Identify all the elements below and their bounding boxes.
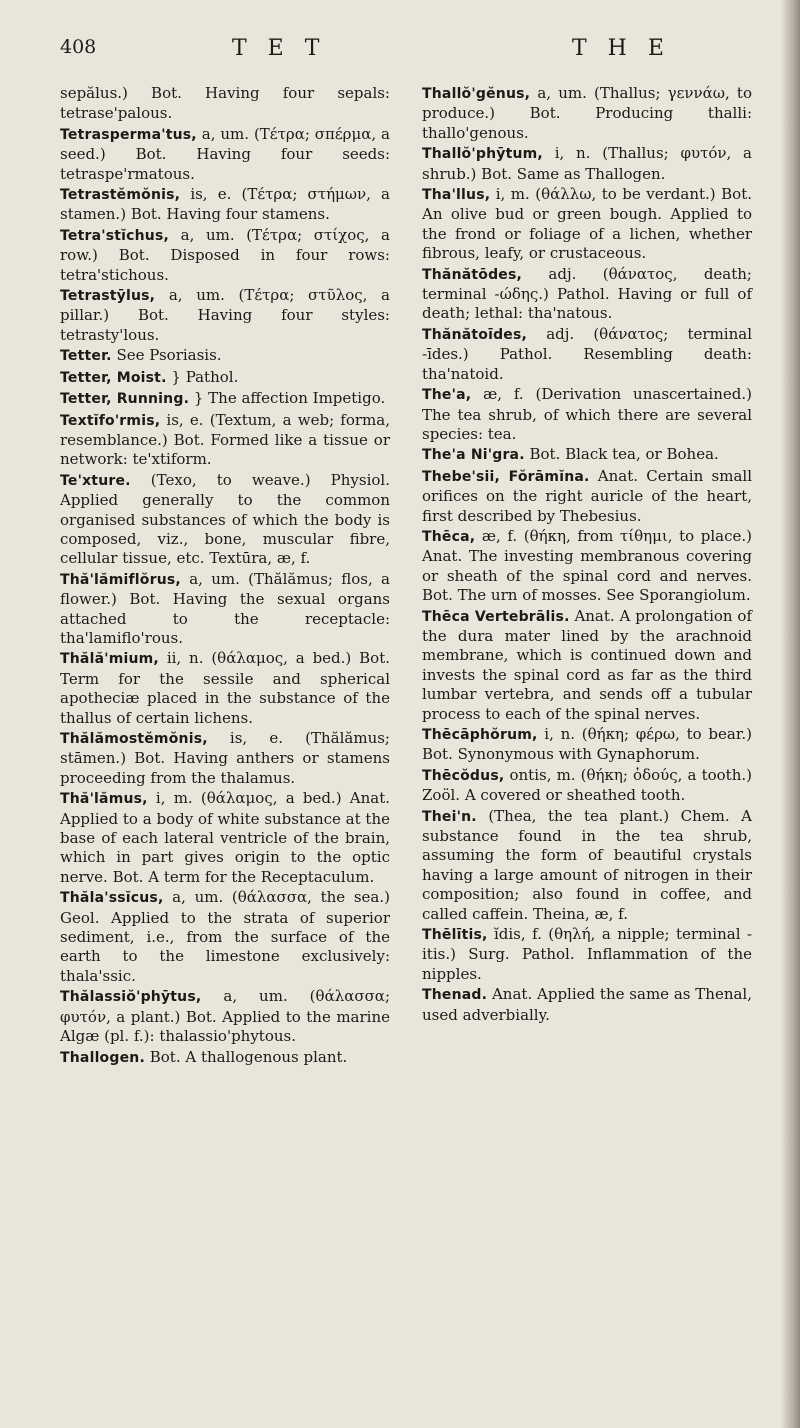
entry-definition: ii, n. (θάλαμος, a bed.) Bot. Term for the sessile and spherical apotheciæ placed in the substance of the thallus of certain lichens.	[60, 649, 390, 727]
entry-headword: Thăla'ssĭcus,	[60, 890, 164, 907]
entry-headword: Thallŏ'gĕnus,	[422, 86, 531, 102]
entry-definition: ontis, m. (θήκη; ὀδούς, a tooth.) Zoöl. A covered or sheathed tooth.	[422, 765, 752, 805]
entry-definition: is, e. (Thălămus; stāmen.) Bot. Having anthers or stamens proceeding from the thalamus.	[60, 729, 390, 787]
dictionary-entry	[60, 1048, 390, 1068]
entry-definition: is, e. (Textum, a web; forma, resemblance.) Bot. Formed like a tissue or network: te'xtiform.	[60, 410, 390, 469]
entry-definition: a, um. (Τέτρα; σπέρμα, a seed.) Bot. Having four seeds: tetraspe'rmatous.	[60, 124, 390, 183]
entry-definition: a, um. (Τέτρα; στίχος, a row.) Bot. Disposed in four rows: tetra'stichous.	[60, 225, 390, 284]
entry-headword: Thēca Vertebrālis.	[422, 608, 570, 625]
entry-headword: Thălassiŏ'phȳtus,	[60, 989, 202, 1006]
dictionary-entry	[422, 925, 752, 984]
right-column	[422, 84, 752, 1026]
dictionary-entry	[60, 411, 390, 470]
entry-headword: Thănătōdes,	[422, 266, 523, 283]
page-header	[60, 36, 760, 66]
entry-definition: a, um. (Thallus; γεννάω, to produce.) Bot. Producing thalli: thallo'genous.	[422, 84, 752, 142]
dictionary-entry	[60, 84, 390, 124]
entry-headword: Thălă'mium,	[60, 651, 159, 668]
entry-headword: Te'xture.	[60, 472, 131, 489]
entry-headword: Thă'lămiflŏrus,	[60, 571, 181, 588]
dictionary-entry	[422, 84, 752, 143]
entry-definition: } The affection Impetigo.	[189, 389, 386, 408]
entry-headword: Tetrastȳlus,	[60, 288, 156, 305]
guide-word-left: T E T	[232, 36, 327, 61]
dictionary-entry	[60, 125, 390, 184]
entry-headword: Thēcŏdus,	[422, 767, 505, 784]
entry-definition: ĭdis, f. (θηλή, a nipple; terminal -itis.) Surg. Pathol. Inflammation of the nipples.	[422, 925, 752, 983]
entry-headword: Thēca,	[422, 528, 476, 545]
dictionary-entry	[60, 389, 390, 409]
dictionary-entry	[422, 325, 752, 384]
entry-headword: Tetrasperma'tus,	[60, 126, 197, 143]
entry-definition: Anat. Certain small orifices on the right auricle of the heart, first described by Thebesius.	[422, 466, 752, 525]
dictionary-entry	[422, 265, 752, 324]
entry-headword: Thei'n.	[422, 808, 477, 825]
entry-definition: a, um. (Τέτρα; στῦλος, a pillar.) Bot. Having four styles: tetrasty'lous.	[60, 286, 390, 344]
dictionary-entry	[60, 185, 390, 225]
dictionary-entry	[60, 368, 390, 388]
entry-definition: æ, f. (Derivation unascertained.) The tea shrub, of which there are several species: tea.	[422, 385, 752, 443]
entry-definition: a, um. (θάλασσα, the sea.) Geol. Applied to the strata of superior sediment, i.e., from the surface of the earth to the limestone exclusively: thala'ssic.	[60, 888, 390, 985]
entry-definition: i, n. (θήκη; φέρω, to bear.) Bot. Synonymous with Gynaphorum.	[422, 725, 752, 764]
entry-headword: Tetra'stĭchus,	[60, 227, 170, 244]
entry-headword: Tetrastĕmŏnis,	[60, 187, 181, 204]
guide-word-right: T H E	[572, 36, 671, 61]
entry-definition: Bot. Black tea, or Bohea.	[524, 445, 719, 464]
entry-definition: } Pathol.	[166, 367, 239, 386]
entry-headword: Tetter.	[60, 348, 112, 365]
entry-headword: The'a,	[422, 387, 472, 404]
dictionary-entry	[422, 607, 752, 724]
left-column	[60, 84, 390, 1069]
dictionary-entry	[422, 725, 752, 765]
dictionary-entry	[422, 185, 752, 264]
entry-headword: Thă'lămus,	[60, 791, 148, 808]
dictionary-entry	[422, 467, 752, 526]
entry-headword: Thēcāphŏrum,	[422, 727, 538, 743]
dictionary-entry	[60, 226, 390, 285]
page-number: 408	[60, 36, 97, 58]
entry-headword: Thenad.	[422, 987, 488, 1004]
entry-definition: See Psoriasis.	[111, 346, 222, 365]
entry-headword: Thănătoīdes,	[422, 326, 528, 343]
dictionary-entry	[422, 527, 752, 606]
dictionary-entry	[60, 888, 390, 986]
dictionary-entry	[60, 789, 390, 887]
entry-definition: (Thea, the tea plant.) Chem. A substance found in the tea shrub, assuming the form of beautiful crystals having a large amount of nitrogen in their composition; also found in coffee, and called caffein. Theina, æ, f.	[422, 806, 752, 923]
entry-definition: Bot. A thallogenous plant.	[144, 1047, 348, 1066]
dictionary-entry	[422, 144, 752, 184]
page-edge-shadow	[780, 0, 800, 1428]
entry-headword: Thallogen.	[60, 1049, 145, 1066]
dictionary-entry	[60, 471, 390, 569]
entry-definition: is, e. (Τέτρα; στήμων, a stamen.) Bot. Having four stamens.	[60, 185, 390, 224]
entry-definition: Anat. A prolongation of the dura mater lined by the arachnoid membrane, which is continued down and invests the spinal cord as far as the third lumbar vertebra, and sends off a tubular process to each of the spinal nerves.	[422, 606, 752, 723]
entry-definition: (Texo, to weave.) Physiol. Applied generally to the common organised substances of which the body is composed, viz., bone, muscular fibre, cellular tissue, etc. Textūra, æ, f.	[60, 470, 390, 568]
entry-headword: Thebe'sii, Fŏrāmĭna.	[422, 468, 590, 485]
entry-headword: Tetter, Running.	[60, 391, 190, 408]
dictionary-entry	[422, 985, 752, 1025]
entry-headword: Thallŏ'phȳtum,	[422, 146, 543, 163]
dictionary-entry	[60, 570, 390, 649]
entry-definition: adj. (θάνατος, death; terminal -ώδης.) Pathol. Having or full of death; lethal: tha'natous.	[422, 264, 752, 323]
dictionary-entry	[422, 385, 752, 444]
entry-headword: Thēlītis,	[422, 927, 488, 944]
dictionary-entry	[60, 649, 390, 728]
dictionary-entry	[60, 286, 390, 345]
dictionary-entry	[60, 729, 390, 788]
entry-definition: i, n. (Thallus; φυτόν, a shrub.) Bot. Same as Thallogen.	[422, 144, 752, 183]
dictionary-entry	[60, 987, 390, 1046]
entry-headword: Tetter, Moist.	[60, 369, 167, 386]
entry-headword: Thălămostĕmŏnis,	[60, 731, 208, 747]
entry-definition: Anat. Applied the same as Thenal, used adverbially.	[422, 985, 752, 1024]
entry-definition: a, um. (θάλασσα; φυτόν, a plant.) Bot. Applied to the marine Algæ (pl. f.): thalassio'phytous.	[60, 987, 390, 1046]
dictionary-entry	[422, 807, 752, 924]
entry-definition: a, um. (Thălămus; flos, a flower.) Bot. Having the sexual organs attached to the receptacle: tha'lamiflo'rous.	[60, 569, 390, 647]
entry-definition: sepălus.) Bot. Having four sepals: tetrase'palous.	[60, 84, 390, 123]
entry-headword: The'a Ni'gra.	[422, 447, 525, 464]
entry-headword: Textĭfo'rmis,	[60, 412, 161, 429]
dictionary-entry	[422, 445, 752, 465]
entry-headword: Tha'llus,	[422, 187, 491, 204]
entry-definition: æ, f. (θήκη, from τίθημι, to place.) Anat. The investing membranous covering or sheath of the spinal cord and nerves. Bot. The urn of mosses. See Sporangiolum.	[422, 526, 752, 605]
entry-definition: adj. (θάνατος; terminal -īdes.) Pathol. Resembling death: tha'natoid.	[422, 324, 752, 383]
dictionary-entry	[60, 346, 390, 366]
entry-definition: i, m. (θάλαμος, a bed.) Anat. Applied to a body of white substance at the base of each lateral ventricle of the brain, which in part gives origin to the optic nerve. Bot. A term for the Receptaculum.	[60, 789, 390, 886]
entry-definition: i, m. (θάλλω, to be verdant.) Bot. An olive bud or green bough. Applied to the frond or foliage of a lichen, whether fibrous, leafy, or crustaceous.	[422, 185, 752, 263]
dictionary-entry	[422, 766, 752, 806]
